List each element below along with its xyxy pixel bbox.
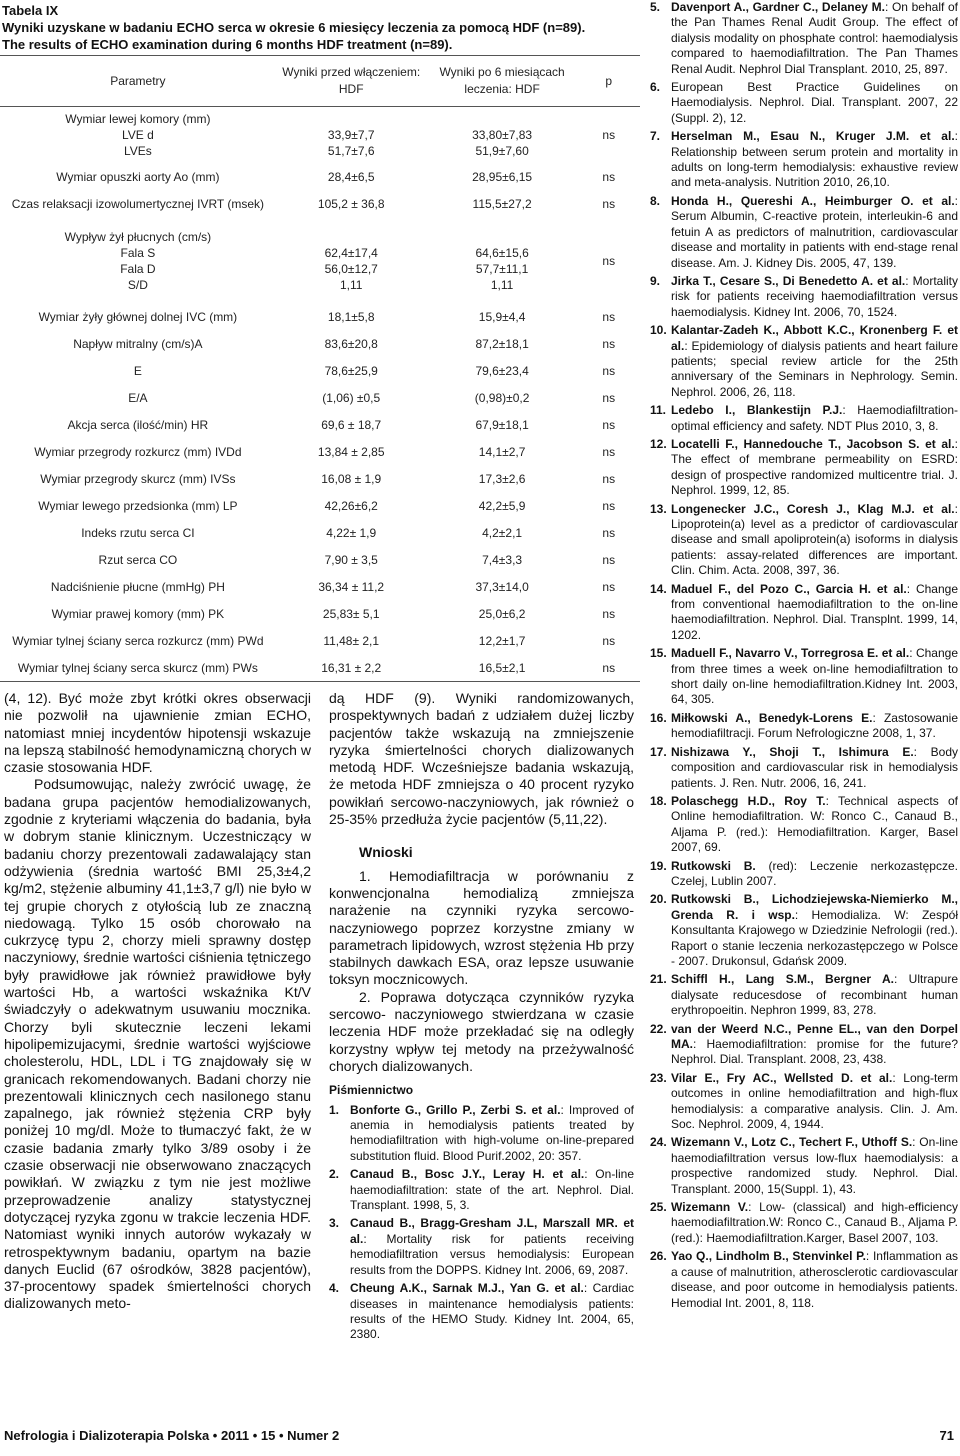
reference-authors: Maduell F., Navarro V., Torregrosa E. et al. bbox=[671, 646, 910, 661]
parameter-cell: Rzut serca CO bbox=[98, 553, 178, 567]
after-cell-line: 57,7±11,1 bbox=[475, 261, 529, 276]
reference-number: 5. bbox=[650, 0, 661, 14]
parameter-cell: Napływ mitralny (cm/s)A bbox=[73, 337, 203, 351]
table-row bbox=[0, 304, 640, 331]
reference-details: : Haemodiafiltration: promise for the future? Nephrol. Dial. Transplant. 2008, 23, 438. bbox=[671, 1037, 958, 1067]
before-cell: 28,4±6,5 bbox=[327, 170, 375, 184]
before-cell: 13,84 ± 2,85 bbox=[317, 445, 385, 459]
reference-item bbox=[329, 1216, 634, 1278]
table-row bbox=[0, 520, 640, 547]
p-cell: ns bbox=[602, 607, 616, 621]
after-cell: 28,95±6,15 bbox=[472, 170, 533, 184]
after-cell: 37,3±14,0 bbox=[475, 580, 529, 594]
reference-details: : On behalf of the Pan Thames Renal Audit Group. The effect of dialysis modality on phosphate control: haemodialysis compared to haemodiafiltration. The Pan Thames Renal Audit. Nephrol Dial Transplant. 2010, 25, 897. bbox=[671, 0, 959, 76]
reference-number: 9. bbox=[650, 273, 661, 288]
reference-text bbox=[671, 1022, 958, 1068]
p-cell: ns bbox=[602, 170, 616, 184]
reference-item bbox=[650, 711, 958, 742]
reference-text bbox=[671, 1071, 958, 1133]
reference-number: 24. bbox=[650, 1135, 667, 1150]
reference-text bbox=[350, 1103, 634, 1165]
table-title-en: The results of ECHO examination during 6 months HDF treatment (n=89). bbox=[2, 37, 453, 52]
table-header-row bbox=[0, 56, 640, 107]
before-cell-line bbox=[276, 229, 427, 245]
reference-text bbox=[671, 437, 958, 499]
reference-details: : Long-term outcomes in online hemodiafiltration and high-flux hemodialysis: a comparative analysis. Clin. J. Am. Soc. Nephrol. 2009, 4, 1944. bbox=[671, 1070, 958, 1132]
header-p: p bbox=[605, 73, 613, 88]
reference-text bbox=[671, 403, 958, 434]
reference-authors: Locatelli F., Hannedouche T., Jacobson S. et al. bbox=[671, 436, 955, 451]
p-cell: ns bbox=[602, 364, 616, 378]
after-cell: 79,6±23,4 bbox=[475, 364, 529, 378]
parameter-cell: Czas relaksacji izowolumertycznej IVRT (msek) bbox=[11, 197, 265, 211]
p-cell: ns bbox=[602, 553, 616, 567]
reference-authors: Wizemann V., Lotz C., Techert F., Uthoff S. bbox=[671, 1135, 913, 1150]
p-cell: ns bbox=[602, 660, 616, 675]
reference-number: 1. bbox=[329, 1102, 340, 1117]
reference-number: 4. bbox=[329, 1281, 340, 1296]
reference-number: 19. bbox=[650, 858, 667, 873]
reference-authors: Polaschegg H.D., Roy T. bbox=[671, 793, 826, 808]
reference-text bbox=[671, 892, 958, 969]
reference-text bbox=[350, 1281, 634, 1343]
reference-details: : Haemodiafiltration-optimal efficiency and safety. NDT Plus 2010, 3, 8. bbox=[671, 403, 958, 433]
parameter-cell-line: Wymiar lewej komory (mm) bbox=[65, 112, 211, 127]
reference-number: 7. bbox=[650, 129, 661, 144]
parameter-cell: Wymiar opuszki aorty Ao (mm) bbox=[56, 170, 220, 184]
reference-authors: Kalantar-Zadeh K., Abbott K.C., Kronenberg F. et al. bbox=[671, 323, 958, 353]
before-cell: 25,83± 5,1 bbox=[322, 607, 380, 621]
reference-details: : Ultrapure dialysate reducesdose of recombinant human erythropoeitin. Nephron 1999, 83, 278. bbox=[671, 972, 959, 1018]
reference-details: : Body composition and cardiovascular risk in hemodialysis patients. J. Ren. Nutr. 2006, 16, 241. bbox=[671, 744, 958, 790]
table-caption bbox=[0, 0, 650, 53]
reference-item bbox=[650, 1249, 958, 1311]
reference-text bbox=[671, 711, 958, 742]
table-row bbox=[0, 358, 640, 385]
reference-authors: Herselman M., Esau N., Kruger J.M. et al. bbox=[671, 129, 955, 144]
conclusion-1: 1. Hemodiafiltracja w porównaniu z konwencjonalna hemodializą zmniejsza narażenie na czynniki ryzyka sercowo-naczyniowego poprzez korzystne zmiany w parametrach lipidowych, wzrost stężenia Hb przy stabilnych dawkach ESA, oraz lepsze usuwanie toksyn mocznicowych. bbox=[329, 867, 634, 988]
after-cell: (0,98)±0,2 bbox=[474, 391, 530, 405]
text-column-2 bbox=[329, 690, 634, 1346]
after-cell-line: 64,6±15,6 bbox=[475, 245, 529, 260]
before-cell-line: 62,4±17,4 bbox=[324, 245, 378, 260]
header-parameters: Parametry bbox=[110, 73, 166, 88]
reference-authors: Ledebo I., Blankestijn P.J. bbox=[671, 403, 843, 418]
before-cell: 42,26±6,2 bbox=[324, 499, 378, 513]
reference-details: : Hemodializa. W: Zespół Konsultanta Krajowego w Dziedzinie Nefrologii (red.). Raport o stanie leczenia nerkozastępczego w Polsce - 2007. Drukonsul, Gdańsk 2009. bbox=[671, 907, 958, 968]
reference-item bbox=[329, 1281, 634, 1343]
reference-authors: Cheung A.K., Sarnak M.J., Yan G. et al. bbox=[350, 1281, 584, 1296]
parameter-cell-line: Fala S bbox=[120, 245, 156, 260]
reference-details: : Mortality risk for patients receiving hemodiafiltration versus hemodialysis: European results from the DOPPS. Kidney Int. 2006, 69, 2087. bbox=[350, 1231, 634, 1277]
reference-text bbox=[671, 1249, 958, 1311]
reference-number: 11. bbox=[650, 403, 667, 418]
parameter-cell: E/A bbox=[128, 391, 148, 405]
reference-item bbox=[329, 1167, 634, 1213]
reference-number: 18. bbox=[650, 793, 667, 808]
table-row bbox=[0, 628, 640, 655]
p-cell: ns bbox=[602, 445, 616, 459]
reference-number: 22. bbox=[650, 1021, 667, 1036]
reference-details: : On-line haemodiafiltration versus low-flux haemodialysis: a prospective randomized study. Nephrol. Dial. Transplant. 2000, 15(Suppl. 1), 43. bbox=[671, 1135, 958, 1196]
reference-number: 25. bbox=[650, 1200, 667, 1215]
before-cell: 16,31 ± 2,2 bbox=[321, 660, 382, 675]
before-cell-line: 56,0±12,7 bbox=[324, 261, 378, 276]
header-after: Wyniki po 6 miesiącach leczenia: HDF bbox=[439, 65, 565, 96]
table-row bbox=[0, 439, 640, 466]
reference-number: 3. bbox=[329, 1216, 340, 1231]
reference-text bbox=[671, 972, 958, 1018]
references-heading: Piśmiennictwo bbox=[329, 1083, 414, 1098]
reference-authors: Vilar E., Fry AC., Wellsted D. et al. bbox=[671, 1070, 893, 1085]
reference-number: 10. bbox=[650, 323, 667, 338]
reference-number: 6. bbox=[650, 80, 661, 95]
conclusion-2: 2. Poprawa dotycząca czynników ryzyka sercowo- naczyniowego stwierdzana w czasie leczenia HDF może przekładać się na odległy korzystny wpływ tej metody na przeżywalność chorych dializowanych. bbox=[329, 988, 634, 1074]
table-row bbox=[0, 107, 640, 164]
after-cell: 4,2±2,1 bbox=[482, 526, 523, 540]
table-row bbox=[0, 331, 640, 358]
reference-details: : Zastosowanie hemodiafiltracji. Forum Nefrologiczne 2008, 1, 37. bbox=[671, 710, 958, 741]
reference-number: 23. bbox=[650, 1070, 667, 1085]
p-cell: ns bbox=[602, 391, 616, 405]
reference-number: 13. bbox=[650, 501, 667, 516]
reference-authors: Honda H., Quereshi A., Heimburger O. et al. bbox=[671, 193, 955, 208]
after-cell: 16,5±2,1 bbox=[478, 660, 526, 675]
table-row bbox=[0, 164, 640, 191]
reference-details: : Technical aspects of Online hemodiafiltration. W: Ronco C., Canaud B., Aljama P. (red.): Hemodiafiltration. Karger, Basel 2007, 69. bbox=[671, 793, 958, 855]
p-cell: ns bbox=[602, 310, 616, 324]
reference-details: : Change from conventional haemodiafiltration to the on-line haemodiafiltration. Nephrol. Dial. Transplnt. 1999, 14, 1202. bbox=[671, 581, 958, 642]
reference-text bbox=[671, 1200, 958, 1246]
table-row bbox=[0, 412, 640, 439]
reference-text bbox=[671, 129, 958, 191]
reference-details: : Cardiac diseases in maintenance hemodialysis patients: results of the HEMO Study. Kidney Int. 2004, 65, 2380. bbox=[350, 1281, 634, 1342]
parameter-cell: Wymiar żyły głównej dolnej IVC (mm) bbox=[38, 310, 238, 324]
reference-authors: Wizemann V. bbox=[671, 1200, 749, 1215]
reference-number: 2. bbox=[329, 1167, 340, 1182]
reference-item bbox=[650, 1200, 958, 1246]
references-left bbox=[329, 1083, 634, 1343]
reference-authors: Schiffl H., Lang S.M., Bergner A. bbox=[671, 972, 894, 987]
reference-text bbox=[671, 323, 958, 400]
reference-number: 17. bbox=[650, 744, 667, 759]
parameter-cell: E bbox=[133, 364, 142, 378]
reference-number: 8. bbox=[650, 193, 661, 208]
table-row bbox=[0, 191, 640, 218]
p-cell: ns bbox=[602, 499, 616, 513]
reference-details: : Lipoprotein(a) level as a predictor of cardiovascular disease and small apoliprotein(a) isoforms in dialysis patients: assay-related differences are important. Clin. Chim. Acta. 2008, 397, 36. bbox=[671, 501, 958, 578]
parameter-cell: Wymiar tylnej ściany serca skurcz (mm) PWs bbox=[17, 660, 258, 675]
after-cell: 17,3±2,6 bbox=[478, 472, 526, 486]
p-cell: ns bbox=[602, 634, 616, 648]
reference-authors: Rutkowski B. bbox=[671, 858, 756, 873]
reference-item bbox=[650, 1071, 958, 1133]
reference-text bbox=[671, 194, 958, 271]
left-area bbox=[0, 0, 650, 682]
before-cell: 105,2 ± 36,8 bbox=[317, 197, 385, 211]
reference-details: : Change from three times a week on-line hemodiafiltration to short daily on-line hemodiafiltration.Kidney Int. 2003, 64, 305. bbox=[671, 646, 958, 707]
reference-text bbox=[350, 1167, 634, 1213]
p-cell: ns bbox=[602, 128, 616, 143]
after-cell-line bbox=[427, 111, 578, 127]
reference-text bbox=[671, 794, 958, 856]
parameter-cell: Wymiar lewego przedsionka (mm) LP bbox=[38, 499, 238, 513]
table-row bbox=[0, 466, 640, 493]
after-cell-line: 33,80±7,83 bbox=[472, 128, 533, 143]
reference-authors: Bonforte G., Grillo P., Zerbi S. et al. bbox=[350, 1102, 561, 1117]
page-number: 71 bbox=[939, 1428, 954, 1443]
reference-item bbox=[650, 892, 958, 969]
parameter-cell bbox=[0, 218, 276, 304]
table-label: Tabela IX bbox=[2, 3, 59, 18]
table-body bbox=[0, 107, 640, 682]
before-cell: 11,48± 2,1 bbox=[323, 634, 380, 648]
after-cell-line bbox=[427, 229, 578, 245]
before-cell: 7,90 ± 3,5 bbox=[324, 553, 378, 567]
p-cell: ns bbox=[602, 253, 616, 268]
reference-number: 16. bbox=[650, 710, 667, 725]
text-column-1 bbox=[4, 690, 311, 1313]
reference-authors: Canaud B., Bragg-Gresham J.L, Marszall MR. et al. bbox=[350, 1216, 634, 1246]
reference-item bbox=[650, 323, 958, 400]
reference-number: 15. bbox=[650, 646, 667, 661]
reference-authors: Maduel F., del Pozo C., Garcia H. et al. bbox=[671, 581, 907, 596]
reference-authors: Miłkowski A., Benedyk-Lorens E. bbox=[671, 710, 873, 725]
reference-authors: Rutkowski B., Lichodziejewska-Niemierko M., Grenda R. i wsp. bbox=[671, 892, 958, 922]
reference-details: : Low- (classical) and high-efficiency haemodiafiltration.W: Ronco C., Canaud B., Aljama P. (red.): Haemodiafiltration.Karger, Basel 2007, 103. bbox=[671, 1200, 958, 1245]
table-title-pl: Wyniki uzyskane w badaniu ECHO serca w okresie 6 miesięcy leczenia za pomocą HDF (n=89). bbox=[2, 20, 586, 35]
reference-details: : Improved of anemia in hemodialysis patients treated by hemodiafiltration with high-volume on-line-prepared substitution fluid. Blood Purif.2002, 20: 357. bbox=[350, 1102, 635, 1163]
reference-authors: Nishizawa Y., Shoji T., Ishimura E. bbox=[671, 744, 914, 759]
echo-results-table bbox=[0, 55, 640, 682]
reference-text bbox=[671, 1135, 958, 1197]
reference-number: 21. bbox=[650, 972, 667, 987]
parameter-cell: Indeks rzutu serca CI bbox=[81, 526, 195, 540]
reference-authors: Canaud B., Bosc J.Y., Leray H. et al. bbox=[350, 1167, 585, 1182]
reference-item bbox=[650, 972, 958, 1018]
reference-item bbox=[650, 502, 958, 579]
conclusions-heading: Wnioski bbox=[359, 844, 413, 861]
after-cell: 67,9±18,1 bbox=[475, 418, 529, 432]
before-cell-line: 33,9±7,7 bbox=[327, 128, 375, 143]
parameter-cell: Wymiar tylnej ściany serca rozkurcz (mm) PWd bbox=[12, 634, 264, 648]
parameter-cell: Akcja serca (ilość/min) HR bbox=[67, 418, 209, 432]
parameter-cell-line: Wypływ żył płucnych (cm/s) bbox=[64, 229, 212, 244]
paragraph: dą HDF (9). Wyniki randomizowanych, prospektywnych badań z udziałem dużej liczby pacjentów także wskazują na zmniejszenie ryzyka śmiertelności chorych dializowanych metodą HDF. Wcześniejsze badania wskazują, że metoda HDF zmniejsza o 40 procent ryzyko powikłań sercowo-naczyniowych, jak również o 25-35% przedłuża życie pacjentów (5,11,22). bbox=[329, 690, 634, 828]
reference-item bbox=[650, 403, 958, 434]
table-row bbox=[0, 655, 640, 682]
before-cell: (1,06) ±0,5 bbox=[322, 391, 381, 405]
reference-text bbox=[671, 80, 958, 126]
reference-details: : The effect of membrane permeability on ESRD: design of prospective randomized multicentre trial. J. Nephrol. 1999, 12, 85. bbox=[671, 436, 958, 498]
before-cell-line bbox=[276, 111, 427, 127]
reference-item bbox=[650, 794, 958, 856]
after-cell: 25,0±6,2 bbox=[478, 607, 526, 621]
before-cell: 16,08 ± 1,9 bbox=[321, 472, 382, 486]
reference-details: European Best Practice Guidelines on Haemodialysis. Nephrol. Dial. Transplant. 2007, 22 (Suppl. 2), 12. bbox=[671, 80, 958, 125]
reference-item bbox=[650, 129, 958, 191]
reference-number: 26. bbox=[650, 1249, 667, 1264]
before-cell-line: 51,7±7,6 bbox=[327, 144, 375, 159]
before-cell: 36,34 ± 11,2 bbox=[318, 580, 385, 594]
p-cell: ns bbox=[602, 580, 616, 594]
p-cell: ns bbox=[602, 472, 616, 486]
p-cell: ns bbox=[602, 526, 616, 540]
reference-item bbox=[650, 274, 958, 320]
before-cell: 4,22± 1,9 bbox=[326, 526, 377, 540]
reference-details: : Mortality risk for patients receiving haemodiafiltration versus haemodialysis. Kidney Int. 2006, 70, 1524. bbox=[671, 273, 958, 319]
reference-item bbox=[329, 1103, 634, 1165]
parameter-cell bbox=[0, 107, 276, 164]
after-cell-line: 1,11 bbox=[490, 277, 514, 292]
table-row bbox=[0, 601, 640, 628]
reference-item bbox=[650, 646, 958, 708]
reference-number: 20. bbox=[650, 892, 667, 907]
parameter-cell: Nadciśnienie płucne (mmHg) PH bbox=[50, 580, 225, 594]
before-cell-line: 1,11 bbox=[339, 277, 363, 292]
reference-details: : On-line haemodiafiltration: state of the art. Nephrol. Dial. Transplant. 1998, 5, 3. bbox=[350, 1167, 634, 1213]
parameter-cell-line: Fala D bbox=[120, 261, 156, 276]
reference-details: : Relationship between serum protein and mortality in adults on long-term hemodialysis: exhaustive review and meta-analysis. Nutrition 2010, 26,10. bbox=[671, 129, 958, 190]
reference-text bbox=[350, 1216, 634, 1278]
reference-list bbox=[329, 1103, 634, 1343]
parameter-cell-line: LVEs bbox=[123, 144, 152, 159]
reference-item bbox=[650, 582, 958, 644]
reference-authors: Yao Q., Lindholm B., Stenvinkel P. bbox=[671, 1249, 866, 1264]
after-cell: 115,5±27,2 bbox=[472, 197, 532, 211]
reference-item bbox=[650, 437, 958, 499]
before-cell: 83,6±20,8 bbox=[324, 337, 378, 351]
reference-item bbox=[650, 1135, 958, 1197]
table-row bbox=[0, 493, 640, 520]
p-cell: ns bbox=[602, 337, 616, 351]
before-cell: 78,6±25,9 bbox=[324, 364, 378, 378]
before-cell: 69,6 ± 18,7 bbox=[321, 418, 382, 432]
reference-authors: Longenecker J.C., Coresh J., Klag M.J. et al. bbox=[671, 501, 955, 516]
p-cell: ns bbox=[602, 197, 616, 211]
before-cell: 18,1±5,8 bbox=[327, 310, 375, 324]
after-cell: 12,2±1,7 bbox=[478, 634, 526, 648]
after-cell-line: 51,9±7,60 bbox=[475, 144, 529, 159]
reference-details: : Epidemiology of dialysis patients and heart failure patients; special review article for the 25th anniversary of the Seminars in Nephrology. Semin. Nephrol. 2006, 26, 118. bbox=[671, 338, 958, 399]
reference-authors: Davenport A., Gardner C., Delaney M. bbox=[671, 0, 885, 14]
reference-item bbox=[650, 0, 958, 77]
reference-text bbox=[671, 745, 958, 791]
after-cell bbox=[427, 218, 578, 304]
references-right bbox=[650, 0, 958, 1314]
before-cell bbox=[276, 218, 427, 304]
paragraph: (4, 12). Być może zbyt krótki okres obserwacji nie pozwolił na ujawnienie zmian ECHO, natomiast mniej incydentów hipotensji wskazuje na lepszą stabilność hemodynamiczną chorych w czasie stosowania HDF. bbox=[4, 690, 311, 776]
table-row bbox=[0, 574, 640, 601]
after-cell: 14,1±2,7 bbox=[478, 445, 526, 459]
table-row bbox=[0, 547, 640, 574]
reference-details: : Inflammation as a cause of malnutrition, atherosclerotic cardiovascular disease, and poor outcome in hemodialysis patients. Hemodial Int. 2001, 8, 118. bbox=[671, 1249, 958, 1310]
reference-details: : Serum Albumin, C-reactive protein, interleukin-6 and fetuin A as predictors of malnutrition, cardiovascular disease and mortality in patients with end-stage renal disease. Am. J. Kidney Dis. 2005, 47, 139. bbox=[671, 193, 958, 270]
table-row bbox=[0, 385, 640, 412]
reference-text bbox=[671, 0, 958, 77]
before-cell bbox=[276, 107, 427, 164]
reference-number: 14. bbox=[650, 581, 667, 596]
reference-item bbox=[650, 859, 958, 890]
parameter-cell: Wymiar prawej komory (mm) PK bbox=[51, 607, 225, 621]
parameter-cell-line: LVE d bbox=[121, 128, 154, 143]
reference-item bbox=[650, 194, 958, 271]
reference-item bbox=[650, 745, 958, 791]
reference-text bbox=[671, 502, 958, 579]
parameter-cell: Wymiar przegrody rozkurcz (mm) IVDd bbox=[34, 445, 242, 459]
reference-details: (red): Leczenie nerkozastępcze. Czelej, Lublin 2007. bbox=[671, 858, 958, 888]
after-cell bbox=[427, 107, 578, 164]
reference-authors: van der Weerd N.C., Penne EL., van den Dorpel MA. bbox=[671, 1021, 958, 1051]
reference-text bbox=[671, 646, 958, 708]
parameter-cell: Wymiar przegrody skurcz (mm) IVSs bbox=[40, 472, 236, 486]
reference-item bbox=[650, 1022, 958, 1068]
parameter-cell-line: S/D bbox=[127, 277, 148, 292]
reference-text bbox=[671, 274, 958, 320]
after-cell: 87,2±18,1 bbox=[475, 337, 529, 351]
reference-authors: Jirka T., Cesare S., Di Benedetto A. et al. bbox=[671, 273, 906, 288]
after-cell: 15,9±4,4 bbox=[478, 310, 526, 324]
header-before: Wyniki przed włączeniem: HDF bbox=[282, 65, 421, 96]
reference-list bbox=[650, 0, 958, 1311]
table-row bbox=[0, 218, 640, 304]
paragraph: Podsumowując, należy zwrócić uwagę, że badana grupa pacjentów hemodializowanych, zgodnie z kryteriami włączenia do badania, była w dobrym stanie klinicznym. Uczestniczący w badaniu chorzy prezentowali zadawalający stan odżywienia (średnia wartość BMI 25,3±4,2 kg/m2, stężenie albuminy 41,1±3,7 g/l) nie było w tej grupie chorych z otyłością lub ze znaczną niedowagą. Tylko 15 osób chorowało na cukrzycę typu 2, chorzy mieli sprawny dostęp naczyniowy, średnie wartości ciśnienia tętniczego były prawidłowe jak również prawidłowe były wartości Hb, a wartości wskaźnika Kt/V świadczyły o adekwatnym usuwaniu mocznika. Chorzy byli skutecznie leczeni lekami hipolipemizujacymi, średnie wartości wyjściowe cholesterolu, HDL, LDL i TG znajdowały się w granicach rekomendowanych. Badani chorzy nie prezentowali klinicznych cech nasilonego stanu zapalnego, jak również stężenia CRP były poniżej 10 mg/dl. Może to tłumaczyć fakt, że w czasie badania zmarły tylko 3/89 osoby i że czasie obserwacji nie obserwowano znaczących powikłań. W związku z tym nie jest możliwe przeprowadzenie analizy statystycznej dotyczącej ryzyka zgonu w trakcie leczenia HDF. Natomiast wyniki innych autorów wykazały w retrospektywnym badaniu, opartym na bazie danych Euclid (67 ośrodków, 3828 pacjentów), 37-procentowy spadek śmiertelności chorych dializowanych meto- bbox=[4, 776, 311, 1312]
after-cell: 7,4±3,3 bbox=[482, 553, 523, 567]
reference-item bbox=[650, 80, 958, 126]
reference-number: 12. bbox=[650, 436, 667, 451]
p-cell: ns bbox=[602, 418, 616, 432]
reference-text bbox=[671, 859, 958, 890]
reference-text bbox=[671, 582, 958, 644]
journal-name: Nefrologia i Dializoterapia Polska • 2011 • 15 • Numer 2 bbox=[4, 1428, 340, 1443]
after-cell: 42,2±5,9 bbox=[478, 499, 526, 513]
